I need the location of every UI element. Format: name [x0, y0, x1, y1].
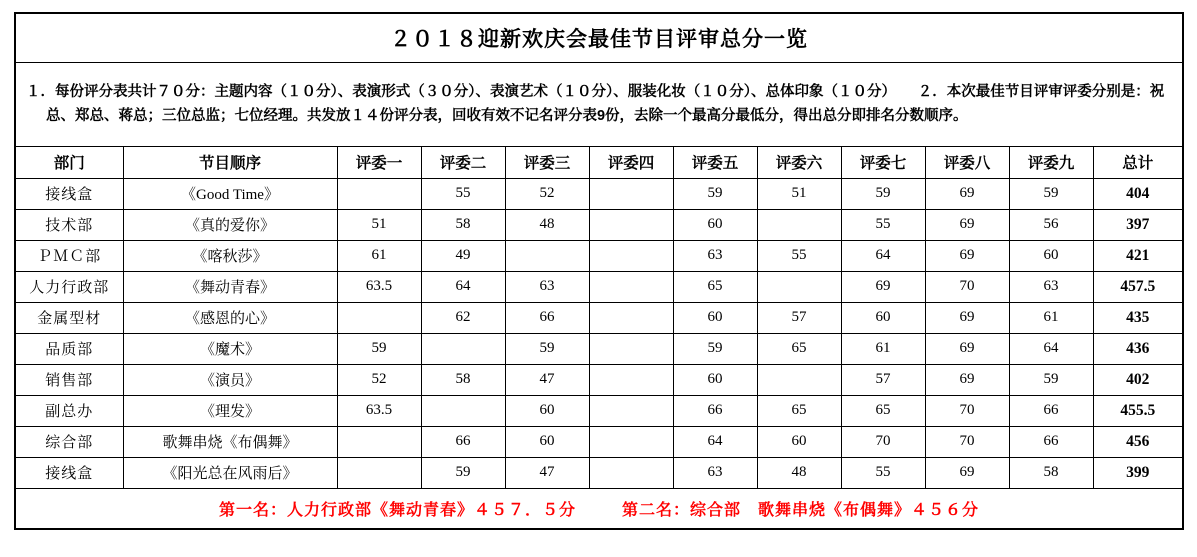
- column-header-judge6: 评委六: [757, 147, 841, 178]
- table-row: [16, 209, 1182, 240]
- header-row: [16, 147, 1182, 178]
- score-cell: 64: [673, 426, 757, 457]
- score-cell: [337, 302, 421, 333]
- score-cell: 48: [505, 209, 589, 240]
- score-cell: 69: [925, 209, 1009, 240]
- column-header-judge1: 评委一: [337, 147, 421, 178]
- column-header-judge3: 评委三: [505, 147, 589, 178]
- score-cell: 51: [757, 178, 841, 209]
- score-sheet: [14, 12, 1184, 530]
- score-cell: 65: [673, 271, 757, 302]
- score-cell: 62: [421, 302, 505, 333]
- score-cell: 59: [841, 178, 925, 209]
- score-cell: [589, 209, 673, 240]
- score-cell: 64: [1009, 333, 1093, 364]
- score-cell: 63.5: [337, 271, 421, 302]
- score-cell: 70: [925, 271, 1009, 302]
- score-cell: 59: [505, 333, 589, 364]
- program-cell: 歌舞串烧《布偶舞》: [123, 426, 337, 457]
- column-header-program: 节目顺序: [123, 147, 337, 178]
- dept-cell: 接线盒: [16, 178, 123, 209]
- score-cell: 51: [337, 209, 421, 240]
- dept-cell: 人力行政部: [16, 271, 123, 302]
- note-2: ２．本次最佳节目评审评委分别是：祝总、郑总、蒋总；三位总监；七位经理。共发放１４份评分表，回收有效不记名评分表9份，去除一个最高分最低分，得出总分即排名分数顺序。: [46, 83, 1165, 124]
- score-cell: 52: [505, 178, 589, 209]
- score-cell: 69: [925, 364, 1009, 395]
- score-cell: 70: [841, 426, 925, 457]
- dept-cell: 技术部: [16, 209, 123, 240]
- score-cell: 70: [925, 426, 1009, 457]
- column-header-judge8: 评委八: [925, 147, 1009, 178]
- column-header-judge2: 评委二: [421, 147, 505, 178]
- score-cell: 59: [421, 457, 505, 488]
- score-cell: 69: [925, 333, 1009, 364]
- score-cell: 48: [757, 457, 841, 488]
- score-cell: [589, 395, 673, 426]
- score-cell: 59: [1009, 178, 1093, 209]
- total-cell: 397: [1093, 209, 1182, 240]
- score-cell: 65: [757, 395, 841, 426]
- score-cell: 47: [505, 457, 589, 488]
- program-cell: 《魔术》: [123, 333, 337, 364]
- score-cell: [757, 271, 841, 302]
- total-cell: 457.5: [1093, 271, 1182, 302]
- column-header-judge5: 评委五: [673, 147, 757, 178]
- score-cell: 52: [337, 364, 421, 395]
- dept-cell: 金属型材: [16, 302, 123, 333]
- score-cell: 63: [1009, 271, 1093, 302]
- score-cell: 60: [673, 209, 757, 240]
- score-cell: 66: [1009, 426, 1093, 457]
- score-table: [16, 147, 1182, 489]
- score-cell: 69: [925, 457, 1009, 488]
- score-cell: 69: [925, 302, 1009, 333]
- score-cell: [337, 457, 421, 488]
- score-cell: 69: [841, 271, 925, 302]
- column-header-judge9: 评委九: [1009, 147, 1093, 178]
- score-cell: 66: [1009, 395, 1093, 426]
- score-cell: 60: [1009, 240, 1093, 271]
- page-title: ２０１８迎新欢庆会最佳节目评审总分一览: [16, 14, 1182, 63]
- score-cell: [589, 364, 673, 395]
- total-cell: 455.5: [1093, 395, 1182, 426]
- score-cell: 55: [841, 457, 925, 488]
- score-cell: [589, 178, 673, 209]
- score-cell: 63: [673, 240, 757, 271]
- score-cell: 59: [337, 333, 421, 364]
- table-row: [16, 333, 1182, 364]
- score-cell: 59: [673, 333, 757, 364]
- dept-cell: 综合部: [16, 426, 123, 457]
- score-cell: 63.5: [337, 395, 421, 426]
- column-header-dept: 部门: [16, 147, 123, 178]
- score-cell: 63: [673, 457, 757, 488]
- dept-cell: 销售部: [16, 364, 123, 395]
- score-cell: 65: [841, 395, 925, 426]
- program-cell: 《阳光总在风雨后》: [123, 457, 337, 488]
- program-cell: 《喀秋莎》: [123, 240, 337, 271]
- score-cell: [505, 240, 589, 271]
- score-cell: 69: [925, 178, 1009, 209]
- note-1: １．每份评分表共计７０分：主题内容（１０分）、表演形式（３０分）、表演艺术（１０分）、服装化妆（１０分）、总体印象（１０分）: [26, 83, 889, 100]
- dept-cell: 接线盒: [16, 457, 123, 488]
- table-row: [16, 426, 1182, 457]
- program-cell: 《演员》: [123, 364, 337, 395]
- score-cell: 57: [757, 302, 841, 333]
- score-cell: 65: [757, 333, 841, 364]
- score-cell: 70: [925, 395, 1009, 426]
- score-cell: [421, 333, 505, 364]
- score-cell: 60: [505, 426, 589, 457]
- score-cell: [757, 209, 841, 240]
- first-place-text: 第一名：人力行政部《舞动青春》４５７．５分: [218, 501, 576, 519]
- score-cell: 56: [1009, 209, 1093, 240]
- score-cell: 61: [1009, 302, 1093, 333]
- score-cell: 60: [673, 364, 757, 395]
- score-cell: 58: [421, 364, 505, 395]
- winners-banner: [16, 489, 1182, 528]
- score-cell: 59: [673, 178, 757, 209]
- dept-cell: 副总办: [16, 395, 123, 426]
- table-row: [16, 395, 1182, 426]
- table-row: [16, 302, 1182, 333]
- score-cell: 63: [505, 271, 589, 302]
- score-cell: [589, 271, 673, 302]
- notes-section: [16, 63, 1182, 147]
- score-cell: 55: [421, 178, 505, 209]
- score-cell: [589, 302, 673, 333]
- score-cell: [421, 395, 505, 426]
- score-cell: 66: [505, 302, 589, 333]
- total-cell: 399: [1093, 457, 1182, 488]
- score-cell: 47: [505, 364, 589, 395]
- score-cell: 60: [673, 302, 757, 333]
- program-cell: 《真的爱你》: [123, 209, 337, 240]
- score-cell: 66: [421, 426, 505, 457]
- notes-text: [16, 81, 1174, 129]
- score-cell: 64: [421, 271, 505, 302]
- table-row: [16, 457, 1182, 488]
- program-cell: 《舞动青春》: [123, 271, 337, 302]
- score-cell: 60: [841, 302, 925, 333]
- score-cell: 69: [925, 240, 1009, 271]
- program-cell: 《Good Time》: [123, 178, 337, 209]
- score-cell: 64: [841, 240, 925, 271]
- column-header-judge7: 评委七: [841, 147, 925, 178]
- column-header-judge4: 评委四: [589, 147, 673, 178]
- second-place-text: 第二名：综合部 歌舞串烧《布偶舞》４５６分: [622, 501, 980, 519]
- score-cell: [337, 178, 421, 209]
- score-cell: [589, 240, 673, 271]
- table-row: [16, 240, 1182, 271]
- score-cell: 49: [421, 240, 505, 271]
- dept-cell: 品质部: [16, 333, 123, 364]
- score-cell: 58: [1009, 457, 1093, 488]
- score-cell: [757, 364, 841, 395]
- score-cell: 60: [757, 426, 841, 457]
- column-header-total: 总计: [1093, 147, 1182, 178]
- table-row: [16, 178, 1182, 209]
- score-cell: 61: [841, 333, 925, 364]
- table-row: [16, 364, 1182, 395]
- score-cell: [589, 333, 673, 364]
- score-cell: 61: [337, 240, 421, 271]
- score-cell: 66: [673, 395, 757, 426]
- score-cell: 58: [421, 209, 505, 240]
- total-cell: 402: [1093, 364, 1182, 395]
- total-cell: 435: [1093, 302, 1182, 333]
- program-cell: 《理发》: [123, 395, 337, 426]
- program-cell: 《感恩的心》: [123, 302, 337, 333]
- total-cell: 436: [1093, 333, 1182, 364]
- score-cell: [337, 426, 421, 457]
- total-cell: 421: [1093, 240, 1182, 271]
- table-row: [16, 271, 1182, 302]
- score-cell: [589, 457, 673, 488]
- score-cell: 59: [1009, 364, 1093, 395]
- score-cell: 60: [505, 395, 589, 426]
- total-cell: 404: [1093, 178, 1182, 209]
- score-cell: 55: [757, 240, 841, 271]
- dept-cell: ＰＭＣ部: [16, 240, 123, 271]
- score-cell: 55: [841, 209, 925, 240]
- score-cell: [589, 426, 673, 457]
- total-cell: 456: [1093, 426, 1182, 457]
- score-cell: 57: [841, 364, 925, 395]
